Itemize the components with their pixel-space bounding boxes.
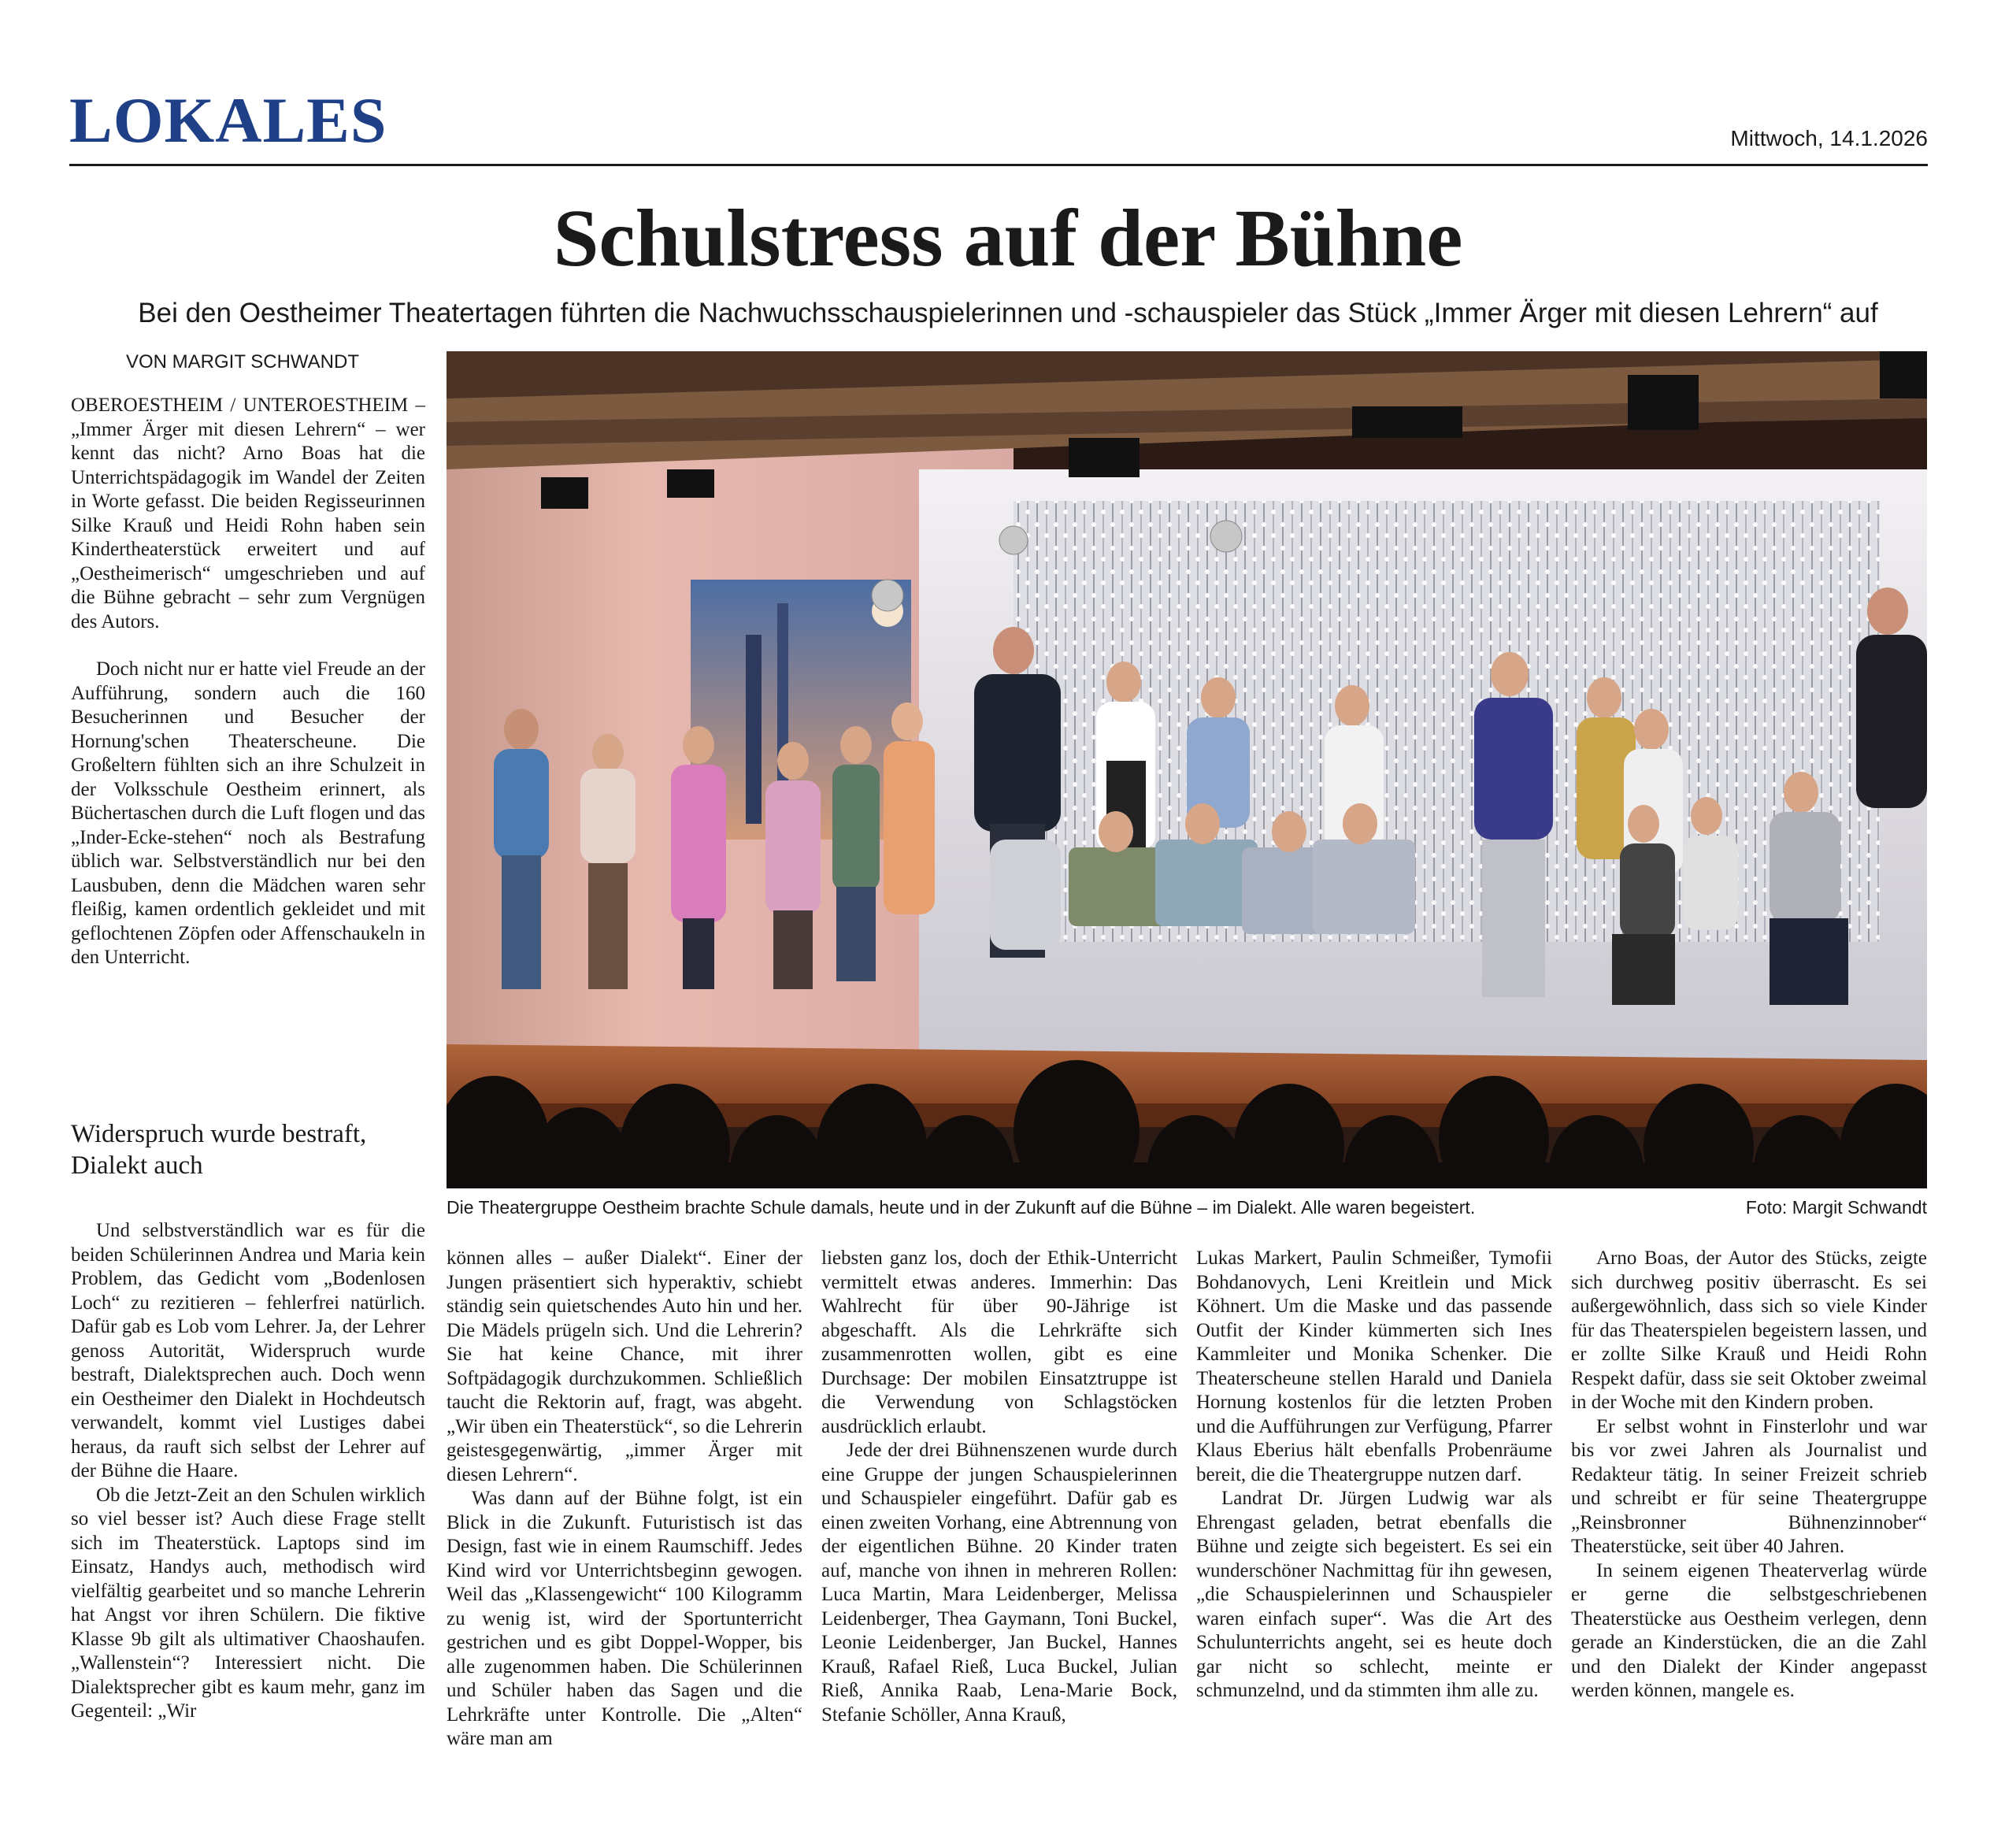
paragraph: Lukas Markert, Paulin Schmeißer, Tymofii Bohdanovych, Leni Kreitlein und Mick Köhnert. Um die Maske und das passende Outfit der Kinder kümmerten sich Ines Kammleiter und Monika Schenker. Die Theaterscheune stellen Harald und Daniela Hornung kostenlos für die letzten Proben und die Aufführungen zur Verfügung, Pfarrer Klaus Eberius hält ebenfalls Probenräume bereit, die die Theatergruppe nutzen darf. [1196,1247,1552,1485]
column-1-upper [71,394,425,970]
header-rule [69,164,1928,166]
subheadline: Bei den Oestheimer Theatertagen führten die Nachwuchsschauspielerinnen und -schauspieler das Stück „Immer Ärger mit diesen Lehrern“ auf [138,298,1878,328]
paragraph: Jede der drei Bühnenszenen wurde durch eine Gruppe der jungen Schauspielerinnen und Schauspieler eingeführt. Dafür gab es einen zweiten Vorhang, eine Abtrennung von der eigentlichen Bühne. 20 Kinder traten auf, manche von ihnen in mehreren Rollen: Luca Martin, Mara Leidenberger, Melissa Leidenberger, Thea Gaymann, Toni Buckel, Leonie Leidenberger, Jan Buckel, Hannes Krauß, Rafael Rieß, Luca Buckel, Julian Rieß, Annika Raab, Lena-Marie Bock, Stefanie Schöller, Anna Krauß, [821,1440,1177,1726]
byline: VON MARGIT SCHWANDT [126,351,360,373]
photo-caption [447,1197,1927,1218]
paragraph: Und selbstverständlich war es für die beiden Schülerinnen Andrea und Maria kein Problem, das Gedicht vom „Bodenlosen Loch“ zu rezitieren – fehlerfrei natürlich. Dafür gab es Lob vom Lehrer. Ja, der Lehrer genoss Autorität, Widerspruch wurde bestraft, Dialektsprechen auch. Doch wenn ein Oestheimer den Dialekt in Hochdeutsch verwandelt, kommt viel Lustiges dabei heraus, da rauft sich selbst der Lehrer auf der Bühne die Haare. [71,1220,425,1481]
column-1-lower [71,1219,425,1724]
paragraph: Doch nicht nur er hatte viel Freude an der Aufführung, sondern auch die 160 Besucherinnen und Besucher der Hornung'schen Theaterscheune. Die Großeltern fühlten sich an ihre Schulzeit in der Volksschule Oestheim erinnert, als Büchertaschen durch die Luft flogen und das „Inder-Ecke-stehen“ noch als Bestrafung üblich war. Selbstverständlich nur bei den Lausbuben, denn die Mädchen waren sehr fleißig, kamen ordentlich gekleidet und mit geflochtenen Zöpfen oder Affenschaukeln in den Unterricht. [71,658,425,968]
caption-text: Die Theatergruppe Oestheim brachte Schule damals, heute und in der Zukunft auf die Bühne – im Dialekt. Alle waren begeistert. [447,1197,1476,1218]
subheading: Widerspruch wurde bestraft, Dialekt auch [71,1120,367,1180]
column-3 [821,1247,1177,1727]
paragraph: Landrat Dr. Jürgen Ludwig war als Ehrengast geladen, betrat ebenfalls die Bühne und zeigte sich begeistert. Es sei ein wunderschöner Nachmittag für ihn gewesen, „die Schauspielerinnen und Schauspieler waren einfach super“. Was die Art des Schulunterrichts angeht, sei es heute doch gar nicht so schlecht, meinte er schmunzelnd, und da stimmten ihm alle zu. [1196,1488,1552,1701]
paragraph: OBEROESTHEIM / UNTEROESTHEIM – „Immer Ärger mit diesen Lehrern“ – wer kennt das nicht? Arno Boas hat die Unterrichtspädagogik im Wandel der Zeiten in Worte gefasst. Die beiden Regisseurinnen Silke Krauß und Heidi Rohn haben sein Kindertheaterstück erweitert und auf „Oestheimerisch“ umgeschrieben und auf die Bühne gebracht – sehr zum Vergnügen des Autors. [71,395,425,632]
paragraph: Er selbst wohnt in Finsterlohr und war bis vor zwei Jahren als Journalist und Redakteur tätig. In seiner Freizeit schrieb und schreibt er für seine Theatergruppe „Reinsbronner Bühnenzinnober“ Theaterstücke, seit über 40 Jahren. [1571,1415,1927,1557]
column-5 [1571,1247,1927,1703]
issue-date: Mittwoch, 14.1.2026 [1730,126,1928,150]
paragraph: Arno Boas, der Autor des Stücks, zeigte sich durchweg positiv überrascht. Es sei außergewöhnlich, dass sich so viele Kinder für das Theaterspielen begeistern lassen, und er zollte Silke Krauß und Heidi Rohn Respekt dafür, dass sie seit Oktober zweimal in der Woche mit den Kindern proben. [1571,1247,1927,1413]
paragraph: In seinem eigenen Theaterverlag würde er gerne die selbstgeschriebenen Theaterstücke aus Oestheim verlegen, denn gerade an Kinderstücken, die an die Zahl und den Dialekt der Kinder angepasst werden können, mangele es. [1571,1559,1927,1701]
article-photo [447,351,1927,1188]
section-title: LOKALES [69,84,387,156]
paragraph: Ob die Jetzt-Zeit an den Schulen wirklich so viel besser ist? Auch diese Frage stellt sich im Theaterstück. Laptops sind im Einsatz, Handys auch, methodisch wird vielfältig gearbeitet und so manche Lehrerin hat Angst vor ihren Schülern. Die fiktive Klasse 9b gilt als ultimativer Chaoshaufen. „Wallenstein“? Interessiert nicht. Die Dialektsprecher gibt es kaum mehr, ganz im Gegenteil: „Wir [71,1484,425,1722]
headline: Schulstress auf der Bühne [553,193,1463,284]
photo-credit: Foto: Margit Schwandt [1745,1197,1927,1218]
stage-photo-illustration [447,351,1927,1188]
column-2 [447,1247,802,1752]
paragraph: Was dann auf der Bühne folgt, ist ein Blick in die Zukunft. Futuristisch ist das Design, fast wie in einem Raumschiff. Jedes Kind wird vor Unterrichtsbeginn gewogen. Weil das „Klassengewicht“ 100 Kilogramm zu wenig ist, wird der Sportunterricht gestrichen und es gibt Doppel-Wopper, bis alle zugenommen haben. Die Schülerinnen und Schüler haben das Sagen und die Lehrkräfte unter Kontrolle. Die „Alten“ wäre man am [447,1488,802,1749]
paragraph: können alles – außer Dialekt“. Einer der Jungen präsentiert sich hyperaktiv, schiebt ständig sein quietschendes Auto hin und her. Die Mädels prügeln sich. Und die Lehrerin? Sie hat keine Chance, mit ihrer Softpädagogik durchzukommen. Schließlich taucht die Rektorin auf, fragt, was abgeht. „Wir üben ein Theaterstück“, so die Lehrerin geistesgegenwärtig, „immer Ärger mit diesen Lehrern“. [447,1247,802,1485]
paragraph: liebsten ganz los, doch der Ethik-Unterricht vermittelt etwas anderes. Immerhin: Das Wahlrecht für über 90-Jährige ist abgeschafft. Als die Lehrkräfte sich zusammenrotten wollen, gibt es eine Durchsage: Der mobilen Einsatztruppe ist die Verwendung von Schlagstöcken ausdrücklich erlaubt. [821,1247,1177,1437]
column-4 [1196,1247,1552,1703]
